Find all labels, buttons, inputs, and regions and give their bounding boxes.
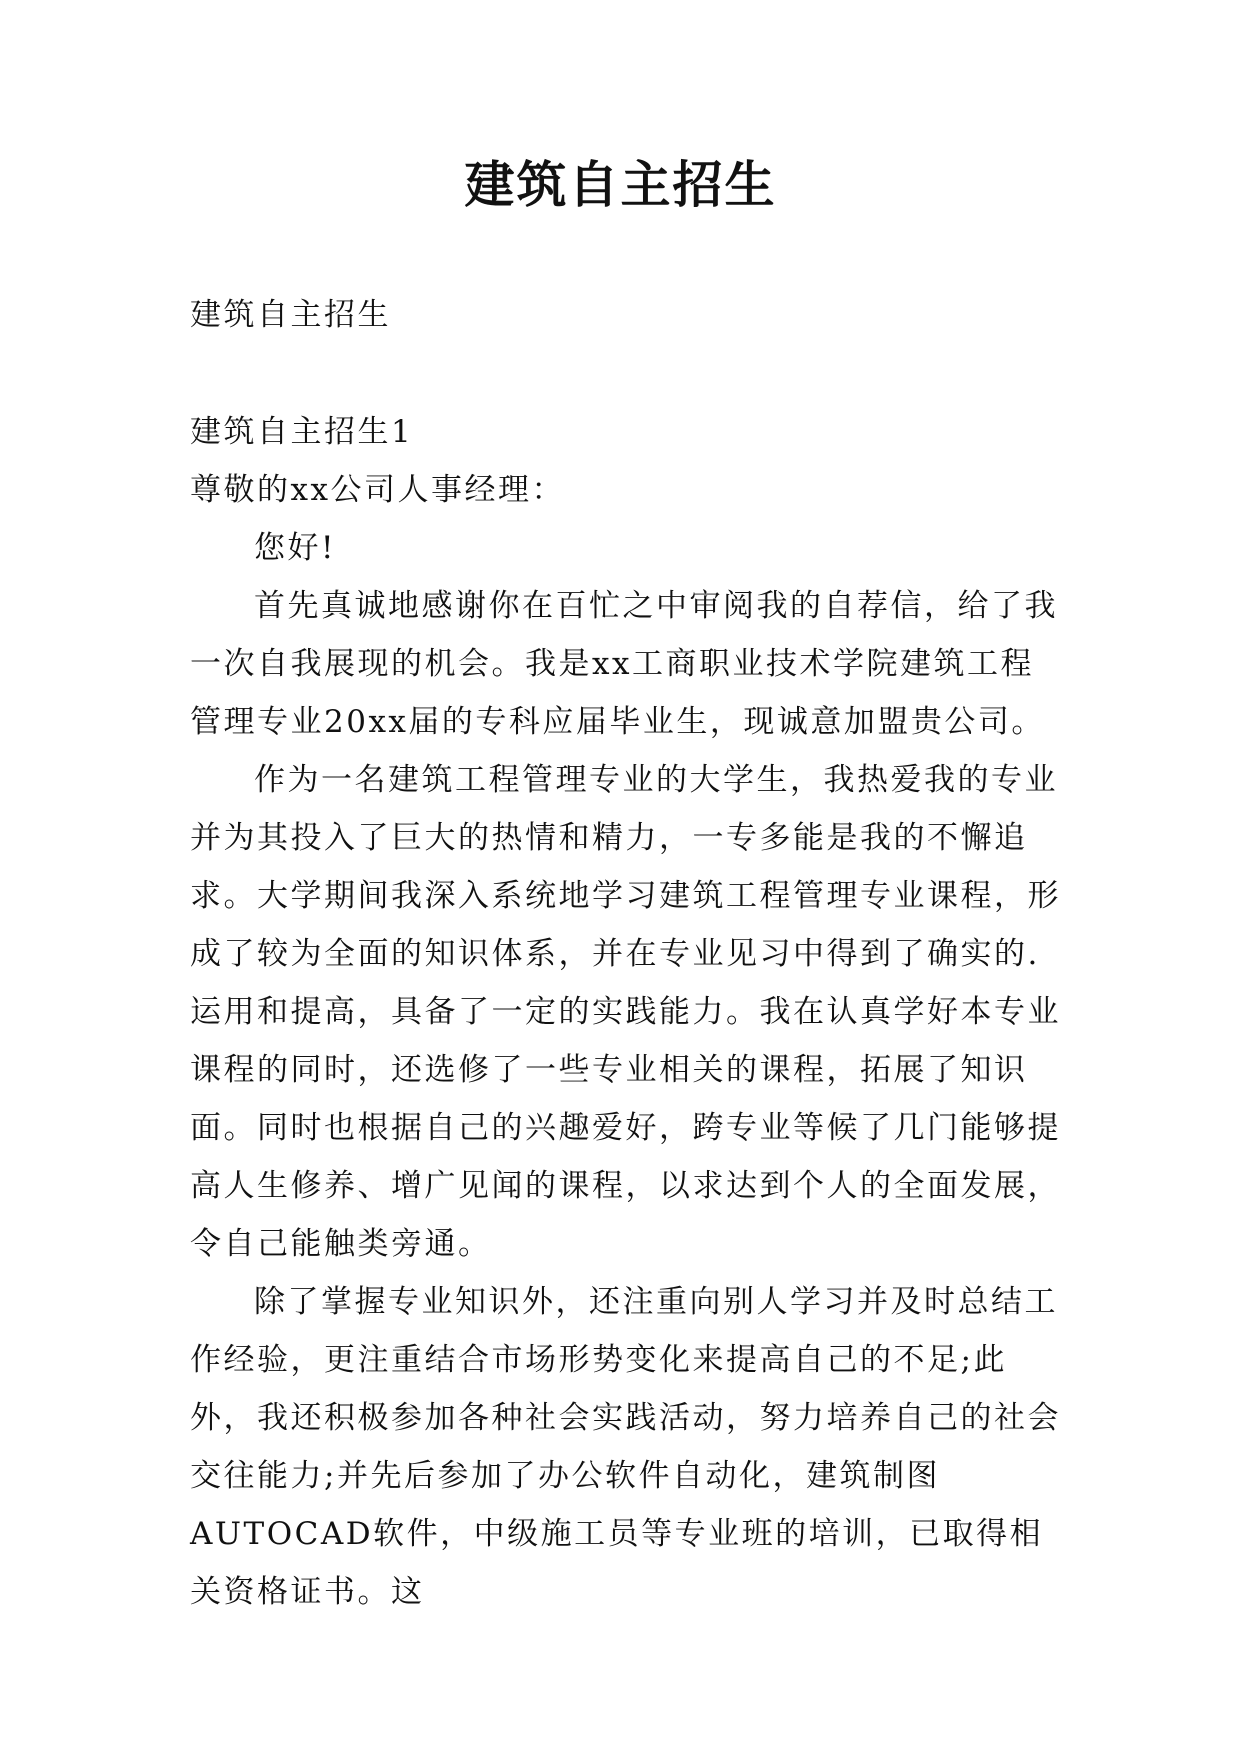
salutation: 尊敬的xx公司人事经理： xyxy=(190,472,565,508)
greeting: 您好! xyxy=(254,530,336,566)
section-heading: 建筑自主招生1 xyxy=(190,414,414,450)
paragraph-2: 作为一名建筑工程管理专业的大学生，我热爱我的专业并为其投入了巨大的热情和精力，一专多能是我的不懈追求。大学期间我深入系统地学习建筑工程管理专业课程，形成了较为全面的知识体系，并在专业见习中得到了确实的.运用和提高，具备了一定的实践能力。我在认真学好本专业课程的同时，还选修了一些专业相关的课程，拓展了知识面。同时也根据自己的兴趣爱好，跨专业等候了几门能够提高人生修养、增广见闻的课程，以求达到个人的全面发展，令自己能触类旁通。 xyxy=(190,762,1061,1262)
document-title: 建筑自主招生 xyxy=(464,156,777,214)
document-subtitle: 建筑自主招生 xyxy=(190,297,391,333)
paragraph-1: 首先真诚地感谢你在百忙之中审阅我的自荐信，给了我一次自我展现的机会。我是xx工商职业技术学院建筑工程管理专业20xx届的专科应届毕业生，现诚意加盟贵公司。 xyxy=(190,588,1058,740)
document-body xyxy=(190,403,1065,1621)
paragraph-3: 除了掌握专业知识外，还注重向别人学习并及时总结工作经验，更注重结合市场形势变化来提高自己的不足;此外，我还积极参加各种社会实践活动，努力培养自己的社会交往能力;并先后参加了办公软件自动化，建筑制图AUTOCAD软件，中级施工员等专业班的培训，已取得相关资格证书。这 xyxy=(190,1284,1061,1610)
